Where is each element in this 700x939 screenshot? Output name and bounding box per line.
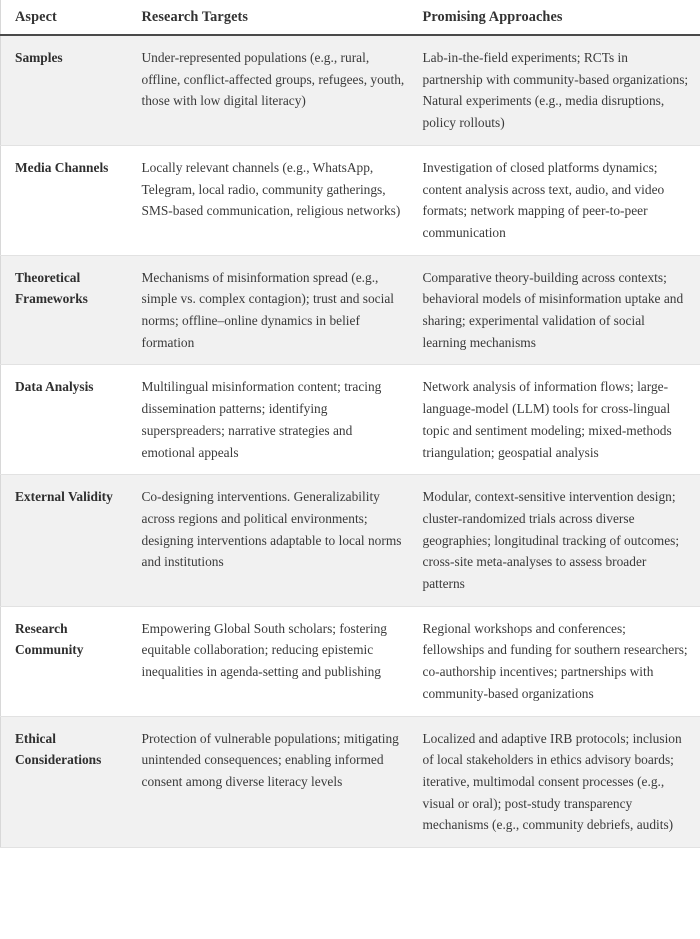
cell-promising-approaches: Modular, context-sensitive intervention design; cluster-randomized trials across diverse geographies; longitudinal tracking of outcomes; cross-site meta-analyses to assess broader patterns — [423, 475, 700, 607]
cell-research-targets: Empowering Global South scholars; fostering equitable collaboration; reducing epistemic inequalities in agenda-setting and publishing — [142, 606, 423, 716]
cell-promising-approaches: Lab-in-the-field experiments; RCTs in partnership with community-based organizations; Natural experiments (e.g., media disruptions, policy rollouts) — [423, 35, 700, 145]
cell-aspect: Media Channels — [1, 145, 142, 255]
cell-research-targets: Co-designing interventions. Generalizability across regions and political environments; designing interventions adaptable to local norms and institutions — [142, 475, 423, 607]
column-header-research-targets: Research Targets — [142, 0, 423, 35]
cell-research-targets: Under-represented populations (e.g., rural, offline, conflict-affected groups, refugees, youth, those with low digital literacy) — [142, 35, 423, 145]
cell-research-targets: Protection of vulnerable populations; mitigating unintended consequences; enabling informed consent among diverse literacy levels — [142, 716, 423, 848]
cell-research-targets: Multilingual misinformation content; tracing dissemination patterns; identifying superspreaders; narrative strategies and emotional appeals — [142, 365, 423, 475]
table-body — [1, 35, 700, 848]
table-row — [1, 35, 700, 145]
column-header-promising-approaches: Promising Approaches — [423, 0, 700, 35]
table-row — [1, 475, 700, 607]
cell-aspect: External Validity — [1, 475, 142, 607]
cell-promising-approaches: Localized and adaptive IRB protocols; inclusion of local stakeholders in ethics advisory boards; iterative, multimodal consent processes (e.g., visual or oral); post-study transparency mechanisms (e.g., community debriefs, audits) — [423, 716, 700, 848]
cell-promising-approaches: Comparative theory-building across contexts; behavioral models of misinformation uptake and sharing; experimental validation of social learning mechanisms — [423, 255, 700, 365]
cell-aspect: Data Analysis — [1, 365, 142, 475]
table-row — [1, 255, 700, 365]
column-header-aspect: Aspect — [1, 0, 142, 35]
table-header — [1, 0, 700, 35]
cell-aspect: Samples — [1, 35, 142, 145]
table-row — [1, 365, 700, 475]
cell-research-targets: Mechanisms of misinformation spread (e.g., simple vs. complex contagion); trust and social norms; offline–online dynamics in belief formation — [142, 255, 423, 365]
header-row — [1, 0, 700, 35]
cell-aspect: Research Community — [1, 606, 142, 716]
table-row — [1, 145, 700, 255]
table-row — [1, 716, 700, 848]
cell-research-targets: Locally relevant channels (e.g., WhatsApp, Telegram, local radio, community gatherings, SMS-based communication, religious networks) — [142, 145, 423, 255]
table-row — [1, 606, 700, 716]
cell-promising-approaches: Investigation of closed platforms dynamics; content analysis across text, audio, and video formats; network mapping of peer-to-peer communication — [423, 145, 700, 255]
cell-aspect: Ethical Considerations — [1, 716, 142, 848]
cell-promising-approaches: Regional workshops and conferences; fellowships and funding for southern researchers; co-authorship incentives; partnerships with community-based organizations — [423, 606, 700, 716]
cell-aspect: Theoretical Frameworks — [1, 255, 142, 365]
cell-promising-approaches: Network analysis of information flows; large-language-model (LLM) tools for cross-lingual topic and sentiment modeling; mixed-methods triangulation; geospatial analysis — [423, 365, 700, 475]
